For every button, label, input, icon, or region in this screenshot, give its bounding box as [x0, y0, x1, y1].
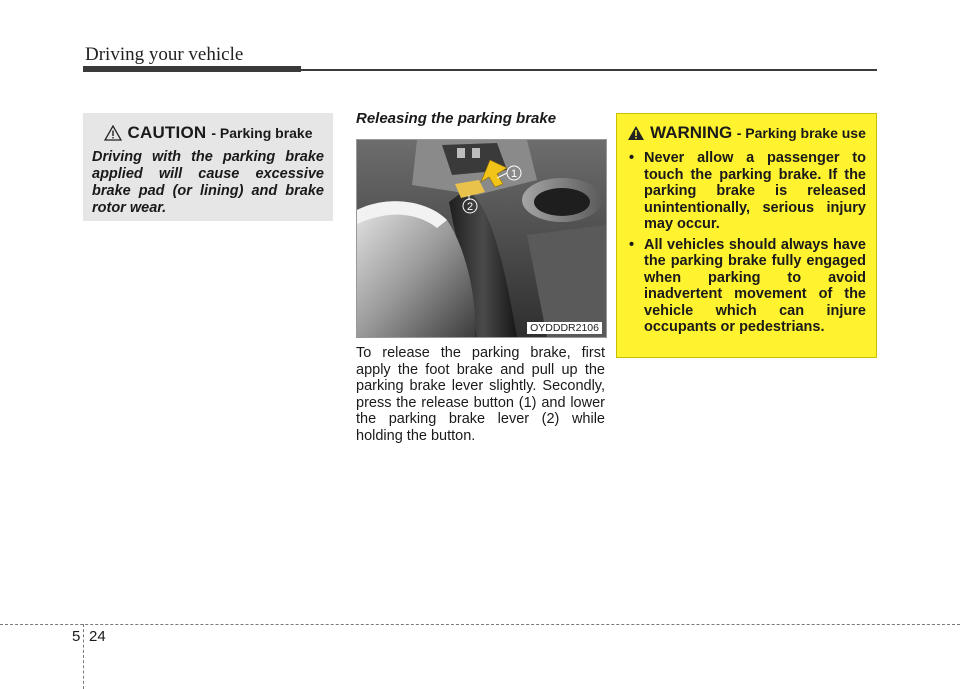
footer-rule [0, 624, 960, 625]
caution-triangle-icon [104, 125, 122, 141]
warning-list [627, 150, 866, 336]
warning-subtitle: - Parking brake use [736, 125, 866, 141]
parking-brake-photo [356, 139, 607, 338]
chapter-number: 5 [72, 628, 81, 645]
footer-vertical-rule [83, 624, 84, 689]
caution-subtitle: - Parking brake [211, 125, 313, 141]
warning-item-text: All vehicles should always have the parking brake fully engaged when parking to avoid inadvertent movement of the vehicle which can injure occupants or pedestrians. [644, 236, 866, 335]
header-rule-thin [301, 69, 877, 71]
warning-item-text: Never allow a passenger to touch the parking brake. If the parking brake is released unintentionally, serious injury may occur. [644, 150, 866, 232]
header-rule-thick [83, 66, 301, 72]
warning-title: WARNING [650, 123, 733, 142]
release-instructions: To release the parking brake, first apply the foot brake and pull up the parking brake lever slightly. Secondly, press the release button (1) and lower the parking brake lever (2) while holding the button. [356, 345, 605, 444]
page-header-title: Driving your vehicle [85, 44, 244, 65]
caution-text: Driving with the parking brake applied will cause excessive brake pad (or lining) and brake rotor wear. [92, 149, 324, 216]
callout-2: 2 [466, 201, 474, 213]
callout-1: 1 [510, 168, 518, 180]
warning-triangle-icon [627, 125, 645, 141]
caution-box [83, 113, 333, 221]
caution-title: CAUTION [127, 123, 207, 142]
warning-item: • All vehicles should always have the parking brake fully engaged when parking to avoid inadvertent movement of the vehicle which can injure occupants or pedestrians. [629, 236, 866, 335]
warning-header [627, 124, 866, 142]
caution-header [92, 123, 324, 143]
warning-box [616, 113, 877, 358]
section-heading: Releasing the parking brake [356, 110, 557, 127]
warning-item: • Never allow a passenger to touch the parking brake. If the parking brake is released unintentionally, serious injury may occur. [629, 150, 866, 232]
image-code: OYDDDR2106 [527, 322, 602, 334]
page-number: 24 [89, 628, 106, 645]
